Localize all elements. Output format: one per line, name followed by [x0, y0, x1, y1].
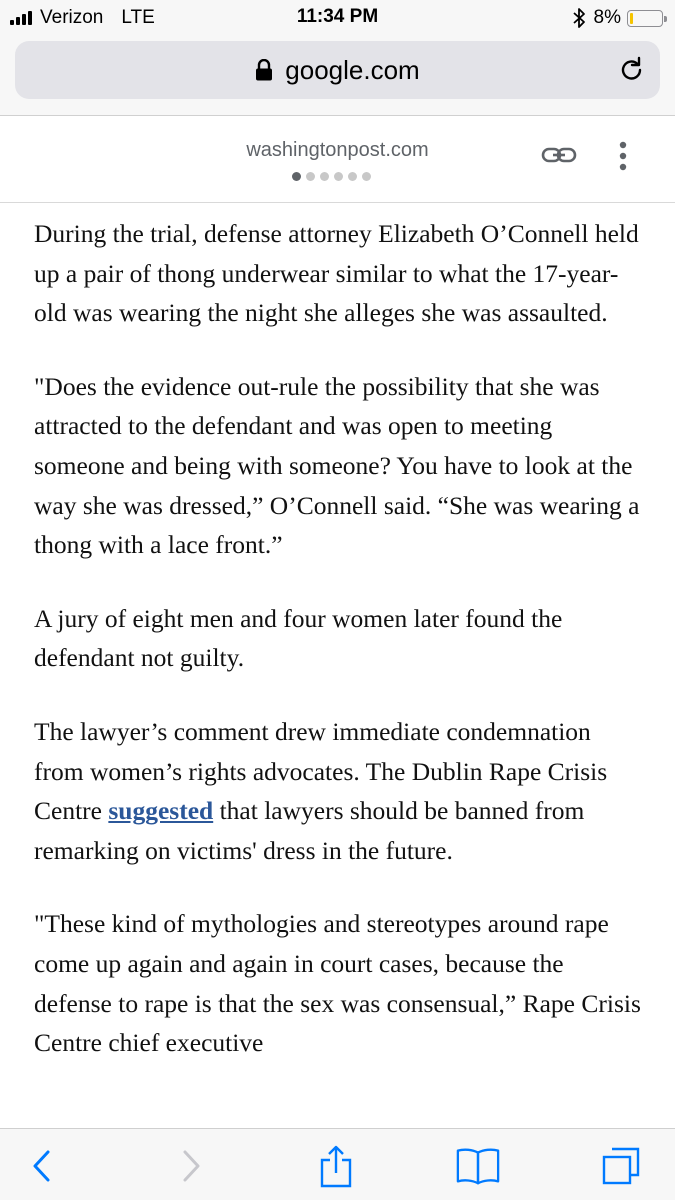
lock-icon [255, 59, 273, 81]
carrier-name: Verizon [40, 7, 104, 28]
url-text[interactable]: google.com [285, 54, 420, 85]
bookmarks-icon [455, 1146, 501, 1186]
tabs-button[interactable] [598, 1143, 644, 1189]
reload-icon[interactable] [618, 56, 646, 84]
address-bar[interactable] [15, 41, 660, 99]
suggested-link[interactable]: suggested [108, 796, 214, 826]
carousel-dot [320, 172, 329, 181]
source-domain[interactable]: washingtonpost.com [246, 139, 429, 161]
status-time: 11:34 PM [296, 6, 379, 27]
carousel-dot [306, 172, 315, 181]
more-vertical-icon[interactable] [618, 141, 628, 171]
article-paragraph: During the trial, defense attorney Elizabeth O’Connell held up a pair of thong underwear similar to what the 17-year-old was wearing the night she alleges she was assaulted. [34, 219, 639, 328]
article-paragraph: "Does the evidence out-rule the possibility that she was attracted to the defendant and was open to meeting someone and being with someone? You have to look at the way she was dressed,” O’Connell said. “She was wearing a thong with a lace front.” [34, 371, 640, 560]
article-paragraph: "These kind of mythologies and stereotypes around rape come up again and again in court cases, because the defense to rape is that the sex was consensual,” Rape Crisis Centre chief executive [34, 909, 641, 1058]
link-icon[interactable] [541, 144, 577, 166]
share-icon [318, 1144, 354, 1188]
forward-button[interactable] [168, 1143, 214, 1189]
back-icon [32, 1149, 52, 1183]
battery-icon [627, 10, 663, 27]
carousel-dot [362, 172, 371, 181]
status-bar [0, 0, 675, 36]
bluetooth-icon [572, 7, 586, 29]
paragraph-text: The lawyer’s comment drew immediate condemnation from women’s rights advocates. The Dublin Rape Crisis Centre [34, 716, 608, 826]
battery-level [630, 13, 633, 24]
carousel-dot [334, 172, 343, 181]
carousel-dot [348, 172, 357, 181]
share-button[interactable] [313, 1143, 359, 1189]
browser-chrome [0, 36, 675, 116]
status-right [572, 6, 663, 30]
bottom-toolbar [0, 1128, 675, 1200]
carousel-dot [292, 172, 301, 181]
paragraph-text: that lawyers should be banned from remarking on victims' dress in the future. [34, 796, 585, 865]
back-button[interactable] [19, 1143, 65, 1189]
tabs-icon [600, 1145, 642, 1187]
forward-icon [181, 1149, 201, 1183]
bookmarks-button[interactable] [455, 1143, 501, 1189]
battery-percent: 8% [593, 7, 621, 28]
network-type: LTE [121, 7, 155, 28]
article-paragraph [34, 712, 644, 870]
carousel-indicator [292, 172, 376, 181]
article-body [34, 214, 644, 1124]
article-paragraph: A jury of eight men and four women later found the defendant not guilty. [34, 603, 563, 673]
